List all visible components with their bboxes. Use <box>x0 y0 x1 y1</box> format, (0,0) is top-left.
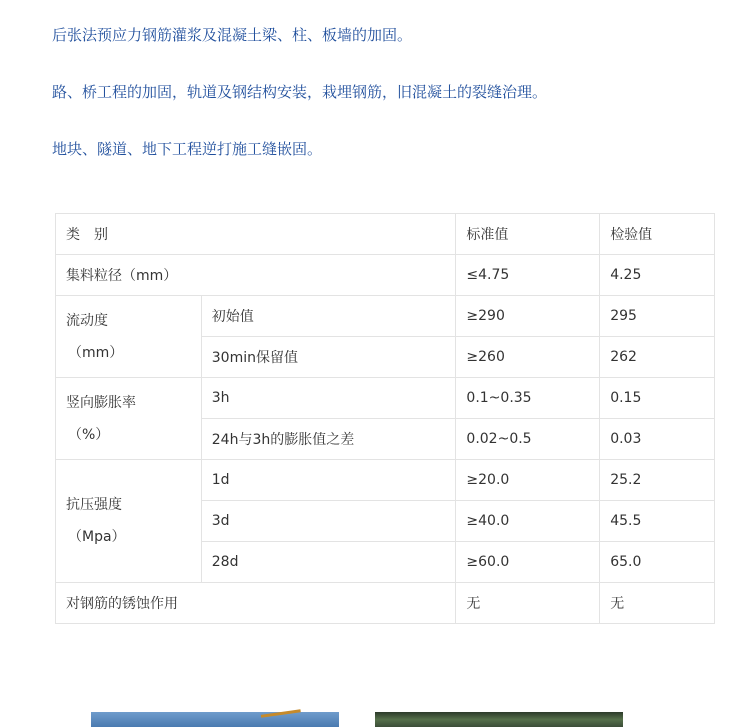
group-label <box>56 378 202 460</box>
site-photo <box>375 712 623 727</box>
sub-label: 30min保留值 <box>201 337 456 378</box>
standard-value: 无 <box>456 583 600 624</box>
sub-label: 24h与3h的膨胀值之差 <box>201 419 456 460</box>
sub-label: 3d <box>201 501 456 542</box>
test-value: 65.0 <box>600 542 715 583</box>
standard-value: 0.02~0.5 <box>456 419 600 460</box>
application-item: 路、桥工程的加固，轨道及钢结构安装，栽埋钢筋，旧混凝土的裂缝治理。 <box>52 83 548 101</box>
test-value: 无 <box>600 583 715 624</box>
application-list <box>52 20 547 191</box>
test-value: 0.15 <box>600 378 715 419</box>
crane-shape <box>261 709 301 721</box>
sub-label: 1d <box>201 460 456 501</box>
header-category: 类 别 <box>56 214 456 255</box>
group-name: 流动度 <box>66 312 108 329</box>
test-value: 0.03 <box>600 419 715 460</box>
group-unit: （%） <box>68 426 110 443</box>
standard-value: ≥290 <box>456 296 600 337</box>
sub-label: 3h <box>201 378 456 419</box>
group-unit: （Mpa） <box>68 529 126 545</box>
standard-value: 0.1~0.35 <box>456 378 600 419</box>
spec-table <box>55 213 715 624</box>
table-row <box>56 583 715 624</box>
application-item: 地块、隧道、地下工程逆打施工缝嵌固。 <box>52 140 323 158</box>
table-row <box>56 296 715 337</box>
standard-value: ≥260 <box>456 337 600 378</box>
table-row <box>56 255 715 296</box>
sub-label: 28d <box>201 542 456 583</box>
group-label <box>56 460 202 583</box>
sub-label: 初始值 <box>201 296 456 337</box>
test-value: 25.2 <box>600 460 715 501</box>
table-row <box>56 460 715 501</box>
group-name: 竖向膨胀率 <box>66 394 136 411</box>
table-row <box>56 378 715 419</box>
row-label: 对钢筋的锈蚀作用 <box>56 583 456 624</box>
standard-value: ≥40.0 <box>456 501 600 542</box>
group-name: 抗压强度 <box>66 497 122 513</box>
header-test: 检验值 <box>600 214 715 255</box>
row-label: 集料粒径（mm） <box>56 255 456 296</box>
test-value: 45.5 <box>600 501 715 542</box>
standard-value: ≥60.0 <box>456 542 600 583</box>
test-value: 295 <box>600 296 715 337</box>
test-value: 262 <box>600 337 715 378</box>
header-standard: 标准值 <box>456 214 600 255</box>
group-label <box>56 296 202 378</box>
group-unit: （mm） <box>68 344 124 361</box>
standard-value: ≤4.75 <box>456 255 600 296</box>
standard-value: ≥20.0 <box>456 460 600 501</box>
application-item: 后张法预应力钢筋灌浆及混凝土梁、柱、板墙的加固。 <box>52 26 413 44</box>
test-value: 4.25 <box>600 255 715 296</box>
construction-photo <box>91 712 339 727</box>
table-header-row <box>56 214 715 255</box>
